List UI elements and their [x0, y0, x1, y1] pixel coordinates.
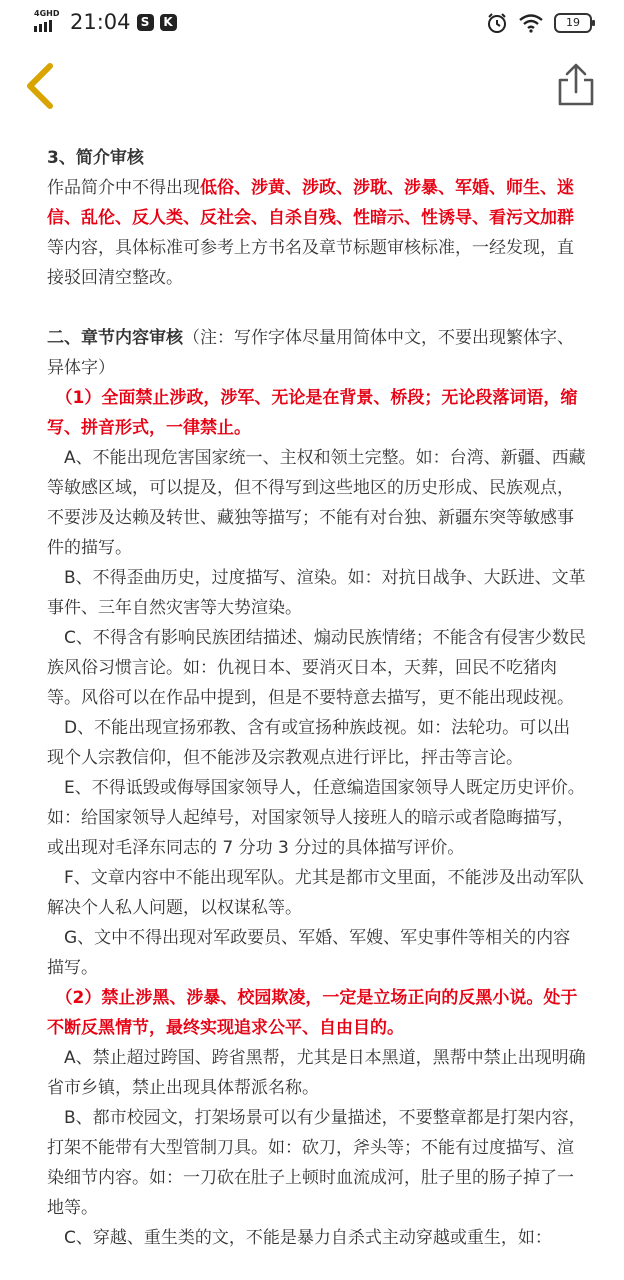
- status-left: [34, 10, 177, 34]
- section-3-paragraph: [47, 173, 587, 293]
- back-arrow-icon[interactable]: [20, 60, 64, 112]
- section-2-heading: 二、章节内容审核: [47, 328, 183, 348]
- rule-1-g: G、文中不得出现对军政要员、军婚、军嫂、军史事件等相关的内容描写。: [47, 928, 571, 978]
- document-body: [47, 143, 587, 1253]
- clock: 21:04: [70, 10, 131, 34]
- rule-1-d: D、不能出现宣扬邪教、含有或宣扬种族歧视。如：法轮功。可以出现个人宗教信仰，但不能涉及宗教观点进行评比，抨击等言论。: [47, 718, 571, 768]
- battery-indicator: 19: [554, 13, 592, 33]
- section-3-heading: 3、简介审核: [47, 148, 144, 168]
- rule-2-heading: （2）禁止涉黑、涉暴、校园欺凌，一定是立场正向的反黑小说。处于不断反黑情节，最终实现追求公平、自由目的。: [47, 988, 578, 1038]
- section-2-note: （注：写作字体尽量用简体中文，不要出现繁体字、异体字）: [47, 328, 574, 378]
- top-nav: [0, 48, 624, 128]
- share-icon[interactable]: [554, 62, 598, 108]
- status-right: [486, 12, 592, 34]
- rule-2-c: C、穿越、重生类的文，不能是暴力自杀式主动穿越或重生，如：: [64, 1228, 552, 1248]
- status-bar: [0, 0, 624, 48]
- wifi-icon: [518, 13, 544, 33]
- section-2-heading-line: [47, 323, 587, 383]
- s3-banned-list: 低俗、涉黄、涉政、涉耽、涉暴、军婚、师生、迷信、乱伦、反人类、反社会、自杀自残、性暗示、性诱导、看污文加群: [47, 178, 574, 228]
- s3-text-end: 等内容，具体标准可参考上方书名及章节标题审核标准，一经发现，直接驳回清空整改。: [47, 238, 574, 288]
- s3-text-start: 作品简介中不得出现: [47, 178, 200, 198]
- network-type: 4GHD: [34, 9, 60, 18]
- rule-1-c: C、不得含有影响民族团结描述、煽动民族情绪；不能含有侵害少数民族风俗习惯言论。如：仇视日本、要消灭日本，天葬，回民不吃猪肉等。风俗可以在作品中提到，但是不要特意去描写，更不能出现歧视。: [47, 628, 586, 708]
- rule-1-f: F、文章内容中不能出现军队。尤其是都市文里面，不能涉及出动军队解决个人私人问题，以权谋私等。: [47, 868, 584, 918]
- alarm-icon: [486, 12, 508, 34]
- app-notification-icon-k: K: [160, 14, 177, 31]
- rule-1-e: E、不得诋毁或侮辱国家领导人，任意编造国家领导人既定历史评价。如：给国家领导人起绰号，对国家领导人接班人的暗示或者隐晦描写，或出现对毛泽东同志的 7 分功 3 分过的具体描写评价。: [47, 778, 585, 858]
- rule-1-b: B、不得歪曲历史，过度描写、渲染。如：对抗日战争、大跃进、文革事件、三年自然灾害等大势渲染。: [47, 568, 586, 618]
- rule-1-heading: （1）全面禁止涉政，涉军、无论是在背景、桥段；无论段落词语，缩写、拼音形式，一律禁止。: [47, 388, 578, 438]
- rule-2-b: B、都市校园文，打架场景可以有少量描述，不要整章都是打架内容，打架不能带有大型管制刀具。如：砍刀，斧头等；不能有过度描写、渲染细节内容。如：一刀砍在肚子上顿时血流成河，肚子里的肠子掉了一地等。: [47, 1108, 586, 1218]
- signal-icon: [34, 20, 60, 32]
- rule-2-a: A、禁止超过跨国、跨省黑帮，尤其是日本黑道，黑帮中禁止出现明确省市乡镇，禁止出现具体帮派名称。: [47, 1048, 586, 1098]
- rule-1-a: A、不能出现危害国家统一、主权和领土完整。如：台湾、新疆、西藏等敏感区域，可以提及，但不得写到这些地区的历史形成、民族观点，不要涉及达赖及转世、藏独等描写；不能有对台独、新疆东突等敏感事件的描写。: [47, 448, 586, 558]
- app-notification-icon: S: [137, 14, 154, 31]
